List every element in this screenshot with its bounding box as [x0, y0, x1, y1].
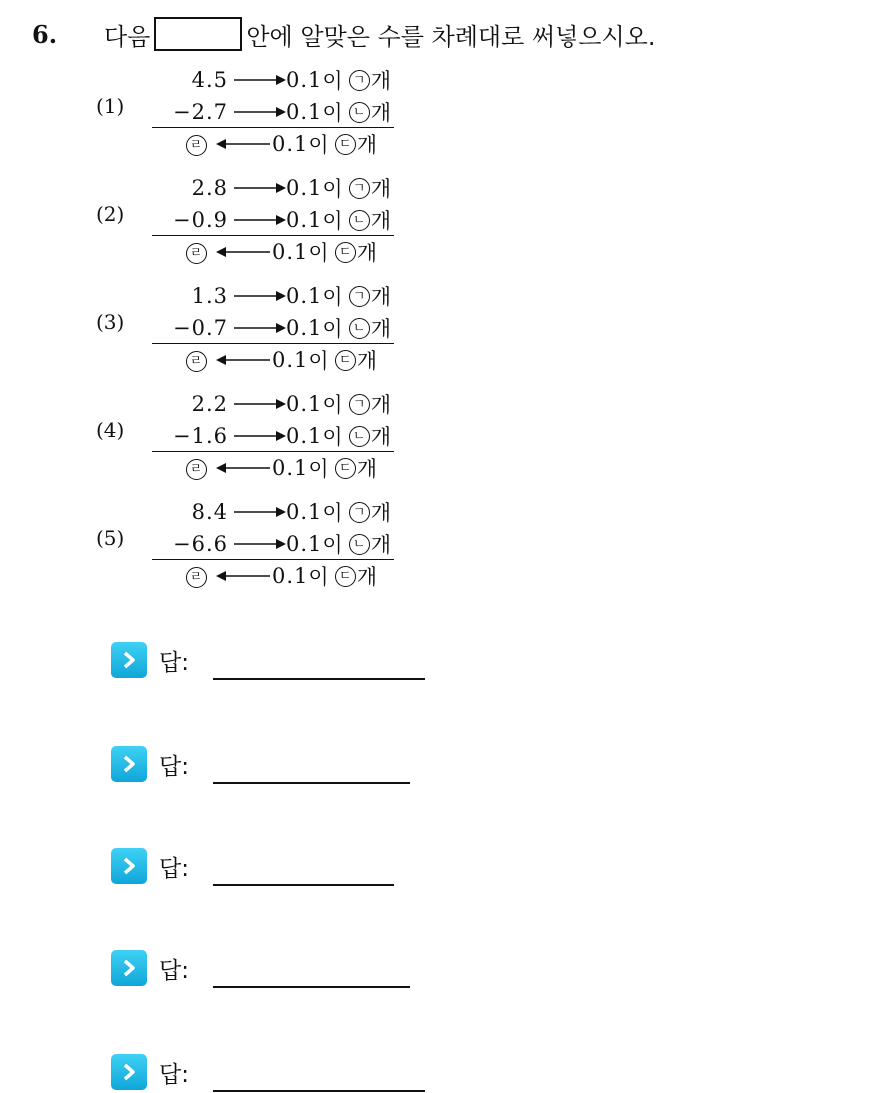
result-marker-wrap [152, 564, 212, 588]
answer-input-line[interactable] [213, 782, 410, 784]
marker-c: ㄷ [335, 350, 356, 371]
count-word: 개 [370, 317, 391, 341]
answer-input-line[interactable] [213, 986, 410, 988]
marker-d: ㄹ [186, 135, 207, 156]
chevron-right-icon [111, 950, 147, 986]
problem-row-top [152, 64, 391, 96]
answer-row-3 [111, 846, 441, 886]
arrow-right-icon [232, 74, 286, 86]
problem-label: (2) [96, 202, 125, 226]
bottom-number: −6.6 [173, 532, 228, 556]
arrow-left-icon [212, 570, 272, 582]
answer-label: 답: [159, 753, 189, 780]
count-word: 개 [370, 393, 391, 417]
arrow-right-icon [232, 290, 286, 302]
marker-c: ㄷ [335, 242, 356, 263]
arrow-right-icon [232, 538, 286, 550]
marker-a: ㄱ [349, 502, 370, 523]
marker-d: ㄹ [186, 567, 207, 588]
arrow-right-icon [232, 398, 286, 410]
suffix-text: 이 [322, 393, 343, 417]
unit-value: 0.1 [286, 316, 323, 340]
marker-a: ㄱ [349, 178, 370, 199]
count-word: 개 [370, 425, 391, 449]
arrow-left-icon [212, 462, 272, 474]
arrow-right-icon [232, 182, 286, 194]
marker-b: ㄴ [349, 318, 370, 339]
question-text-after: 안에 알맞은 수를 차례대로 써넣으시오. [246, 22, 656, 51]
marker-a: ㄱ [349, 286, 370, 307]
count-word: 개 [356, 457, 377, 481]
question-header [32, 14, 655, 54]
chevron-right-icon [111, 1054, 147, 1090]
marker-c: ㄷ [335, 566, 356, 587]
bottom-number: −1.6 [173, 424, 228, 448]
unit-value: 0.1 [286, 68, 323, 92]
marker-b: ㄴ [349, 534, 370, 555]
count-word: 개 [370, 101, 391, 125]
count-word: 개 [370, 209, 391, 233]
unit-value: 0.1 [272, 564, 309, 588]
problem-1 [96, 64, 406, 172]
answer-input-line[interactable] [213, 678, 425, 680]
unit-value: 0.1 [286, 500, 323, 524]
suffix-text: 이 [308, 565, 329, 589]
arrow-right-icon [232, 430, 286, 442]
marker-a: ㄱ [349, 70, 370, 91]
problem-2 [96, 172, 406, 280]
question-number: 6. [32, 19, 58, 49]
problem-row-top [152, 496, 391, 528]
count-word: 개 [356, 349, 377, 373]
suffix-text: 이 [308, 133, 329, 157]
problem-label: (1) [96, 94, 125, 118]
problem-row-bottom [152, 312, 391, 344]
suffix-text: 이 [322, 501, 343, 525]
problem-3 [96, 280, 406, 388]
arrow-right-icon [232, 214, 286, 226]
marker-d: ㄹ [186, 459, 207, 480]
suffix-text: 이 [322, 209, 343, 233]
suffix-text: 이 [322, 425, 343, 449]
arrow-left-icon [212, 246, 272, 258]
marker-a: ㄱ [349, 394, 370, 415]
unit-value: 0.1 [286, 392, 323, 416]
problem-row-top [152, 280, 391, 312]
suffix-text: 이 [322, 533, 343, 557]
arrow-right-icon [232, 106, 286, 118]
marker-d: ㄹ [186, 243, 207, 264]
suffix-text: 이 [322, 101, 343, 125]
count-word: 개 [370, 177, 391, 201]
arrow-right-icon [232, 506, 286, 518]
unit-value: 0.1 [286, 532, 323, 556]
problem-row-result [152, 452, 377, 484]
answer-label: 답: [159, 1061, 189, 1088]
suffix-text: 이 [308, 457, 329, 481]
bottom-number: −2.7 [173, 100, 228, 124]
problem-row-result [152, 344, 377, 376]
arrow-left-icon [212, 354, 272, 366]
problem-row-result [152, 236, 377, 268]
marker-d: ㄹ [186, 351, 207, 372]
unit-value: 0.1 [286, 208, 323, 232]
marker-c: ㄷ [335, 458, 356, 479]
problem-label: (3) [96, 310, 125, 334]
top-number: 8.4 [191, 500, 228, 524]
problem-5 [96, 496, 406, 604]
problem-label: (4) [96, 418, 125, 442]
marker-b: ㄴ [349, 102, 370, 123]
answer-row-2 [111, 744, 441, 784]
suffix-text: 이 [322, 69, 343, 93]
chevron-right-icon [111, 642, 147, 678]
count-word: 개 [370, 501, 391, 525]
answer-input-line[interactable] [213, 884, 394, 886]
arrow-right-icon [232, 322, 286, 334]
blank-box [154, 17, 242, 51]
problem-row-bottom [152, 96, 391, 128]
unit-value: 0.1 [286, 176, 323, 200]
question-text [104, 17, 655, 52]
problem-row-top [152, 388, 391, 420]
unit-value: 0.1 [272, 240, 309, 264]
arrow-left-icon [212, 138, 272, 150]
answer-label: 답: [159, 957, 189, 984]
unit-value: 0.1 [272, 456, 309, 480]
marker-b: ㄴ [349, 210, 370, 231]
count-word: 개 [356, 241, 377, 265]
answer-input-line[interactable] [213, 1090, 425, 1092]
count-word: 개 [356, 133, 377, 157]
result-marker-wrap [152, 456, 212, 480]
problem-row-bottom [152, 528, 391, 560]
problem-row-result [152, 128, 377, 160]
unit-value: 0.1 [286, 284, 323, 308]
unit-value: 0.1 [272, 132, 309, 156]
top-number: 4.5 [191, 68, 228, 92]
answer-label: 답: [159, 649, 189, 676]
result-marker-wrap [152, 240, 212, 264]
unit-value: 0.1 [286, 424, 323, 448]
chevron-right-icon [111, 746, 147, 782]
bottom-number: −0.9 [173, 208, 228, 232]
marker-b: ㄴ [349, 426, 370, 447]
problem-row-bottom [152, 420, 391, 452]
answer-row-1 [111, 640, 441, 680]
top-number: 2.2 [191, 392, 228, 416]
question-text-before: 다음 [104, 22, 151, 51]
top-number: 2.8 [191, 176, 228, 200]
suffix-text: 이 [308, 241, 329, 265]
problem-label: (5) [96, 526, 125, 550]
chevron-right-icon [111, 848, 147, 884]
problem-row-result [152, 560, 377, 592]
count-word: 개 [356, 565, 377, 589]
answer-row-5 [111, 1052, 441, 1092]
problem-row-top [152, 172, 391, 204]
suffix-text: 이 [322, 317, 343, 341]
result-marker-wrap [152, 132, 212, 156]
count-word: 개 [370, 69, 391, 93]
answer-label: 답: [159, 855, 189, 882]
answer-row-4 [111, 948, 441, 988]
result-marker-wrap [152, 348, 212, 372]
marker-c: ㄷ [335, 134, 356, 155]
unit-value: 0.1 [272, 348, 309, 372]
problem-row-bottom [152, 204, 391, 236]
bottom-number: −0.7 [173, 316, 228, 340]
suffix-text: 이 [322, 285, 343, 309]
suffix-text: 이 [308, 349, 329, 373]
top-number: 1.3 [191, 284, 228, 308]
problem-4 [96, 388, 406, 496]
count-word: 개 [370, 533, 391, 557]
unit-value: 0.1 [286, 100, 323, 124]
count-word: 개 [370, 285, 391, 309]
suffix-text: 이 [322, 177, 343, 201]
